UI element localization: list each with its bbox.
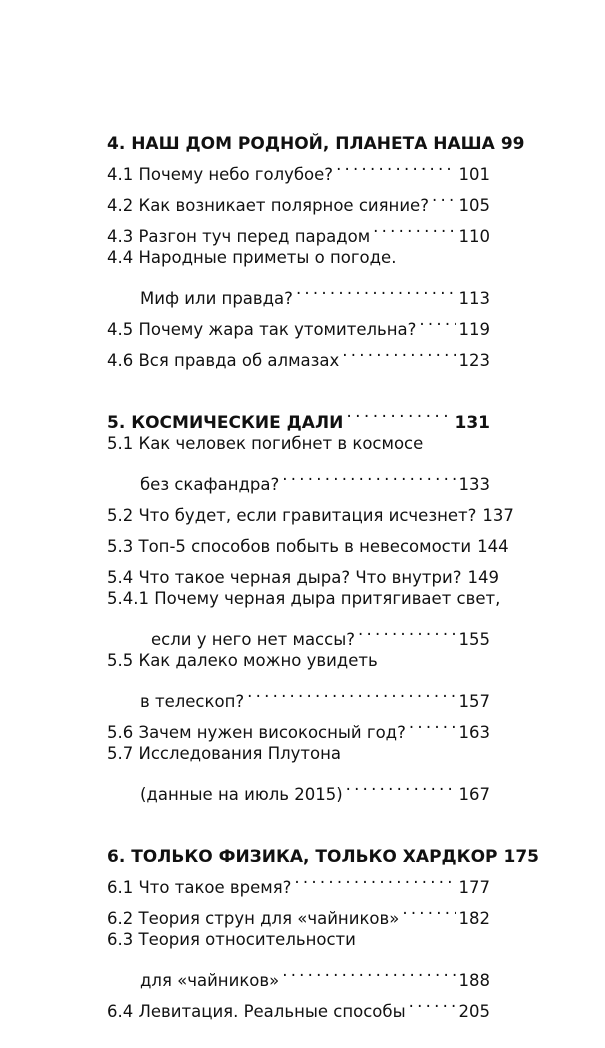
toc-page-number: 101 — [458, 165, 490, 184]
toc-entry-title: 6.4 Левитация. Реальные способы — [107, 1002, 406, 1021]
toc-entry[interactable] — [107, 924, 490, 955]
dot-leader — [342, 335, 455, 366]
toc-entry-title: Миф или правда? — [140, 289, 293, 308]
toc-entry-title: для «чайников» — [140, 971, 280, 990]
toc-entry-title: в телескоп? — [140, 692, 245, 711]
toc-chapter-heading[interactable] — [107, 831, 539, 867]
toc-section-6 — [107, 831, 539, 1021]
dot-leader — [346, 769, 456, 800]
toc-entry-title: 5.3 Топ-5 способов побыть в невесомости — [107, 537, 472, 556]
toc-page-number: 175 — [503, 847, 539, 867]
dot-leader — [247, 676, 455, 707]
dot-leader — [336, 149, 455, 180]
toc-page-number: 149 — [467, 568, 500, 587]
toc-entry[interactable] — [107, 738, 490, 769]
dot-leader — [409, 707, 456, 738]
toc-entry-title: 5. КОСМИЧЕСКИЕ ДАЛИ — [107, 413, 344, 433]
toc-page-number: 157 — [458, 692, 490, 711]
toc-entry[interactable] — [107, 242, 490, 273]
toc-entry[interactable] — [107, 583, 501, 614]
toc-page-number: 155 — [458, 630, 490, 649]
toc-entry-title: 4.4 Народные приметы о погоде. — [107, 248, 397, 267]
toc-page-number: 123 — [458, 351, 490, 370]
toc-entry-title: 4.5 Почему жара так утомительна? — [107, 320, 417, 339]
toc-entry-continuation[interactable] — [107, 614, 490, 649]
toc-entry-title: 6.1 Что такое время? — [107, 878, 292, 897]
toc-entry-title: 6.2 Теория струн для «чайников» — [107, 909, 400, 928]
toc-entry-continuation[interactable] — [107, 273, 490, 308]
dot-leader — [358, 614, 456, 645]
dot-leader — [373, 211, 455, 242]
toc-entry-continuation[interactable] — [107, 955, 490, 990]
toc-page-number: 177 — [458, 878, 490, 897]
toc-entry-title: 5.1 Как человек погибнет в космосе — [107, 434, 424, 453]
toc-page-number: 105 — [458, 196, 490, 215]
toc-entry-title: 5.2 Что будет, если гравитация исчезнет? — [107, 506, 477, 525]
dot-leader — [346, 397, 451, 428]
toc-page-number: 188 — [458, 971, 490, 990]
toc-page-number: 119 — [458, 320, 490, 339]
toc-page-number: 144 — [477, 537, 509, 556]
toc-entry-title: 4. НАШ ДОМ РОДНОЙ, ПЛАНЕТА НАША — [107, 134, 495, 154]
toc-entry[interactable] — [107, 428, 490, 459]
toc-entry-title: 5.4.1 Почему черная дыра притягивает свет, — [107, 589, 501, 608]
toc-entry-title: 5.6 Зачем нужен високосный год? — [107, 723, 406, 742]
toc-page-number: 110 — [458, 227, 490, 246]
dot-leader — [402, 893, 455, 924]
toc-entry-continuation[interactable] — [107, 769, 490, 804]
toc-entry-continuation[interactable] — [107, 676, 490, 711]
toc-entry-title: 5.4 Что такое черная дыра? Что внутри? — [107, 568, 462, 587]
toc-page-number: 167 — [458, 785, 490, 804]
toc-entry-title: 6. ТОЛЬКО ФИЗИКА, ТОЛЬКО ХАРДКОР — [107, 847, 498, 867]
toc-page-number: 133 — [458, 475, 490, 494]
toc-page-number: 113 — [458, 289, 490, 308]
toc-entry-title: без скафандра? — [140, 475, 280, 494]
dot-leader — [296, 273, 456, 304]
toc-entry-title: 4.6 Вся правда об алмазах — [107, 351, 340, 370]
toc-entry-title: 6.3 Теория относительности — [107, 930, 356, 949]
toc-entry[interactable] — [107, 645, 490, 676]
dot-leader — [409, 986, 456, 1017]
toc-entry-title: 4.2 Как возникает полярное сияние? — [107, 196, 429, 215]
toc-page-number: 205 — [458, 1002, 490, 1021]
toc-entry-title: 5.7 Исследования Плутона — [107, 744, 342, 763]
toc-section-4 — [107, 118, 525, 370]
toc-page-number: 99 — [500, 134, 525, 154]
table-of-contents — [107, 118, 539, 1048]
toc-entry-title: 5.5 Как далеко можно увидеть — [107, 651, 378, 670]
toc-page-number: 163 — [458, 723, 490, 742]
dot-leader — [294, 862, 455, 893]
toc-entry-title: (данные на июль 2015) — [140, 785, 343, 804]
toc-page-number: 182 — [458, 909, 490, 928]
dot-leader — [282, 459, 455, 490]
toc-chapter-heading[interactable] — [107, 118, 525, 154]
toc-entry-title: если у него нет массы? — [151, 630, 355, 649]
toc-entry-title: 4.3 Разгон туч перед парадом — [107, 227, 371, 246]
dot-leader — [282, 955, 455, 986]
toc-page-number: 131 — [454, 413, 490, 433]
toc-chapter-heading[interactable] — [107, 397, 490, 433]
toc-entry-continuation[interactable] — [107, 459, 490, 494]
toc-page-number: 137 — [482, 506, 514, 525]
dot-leader — [432, 180, 456, 211]
toc-section-5 — [107, 397, 514, 804]
toc-entry-title: 4.1 Почему небо голубое? — [107, 165, 334, 184]
dot-leader — [419, 304, 455, 335]
